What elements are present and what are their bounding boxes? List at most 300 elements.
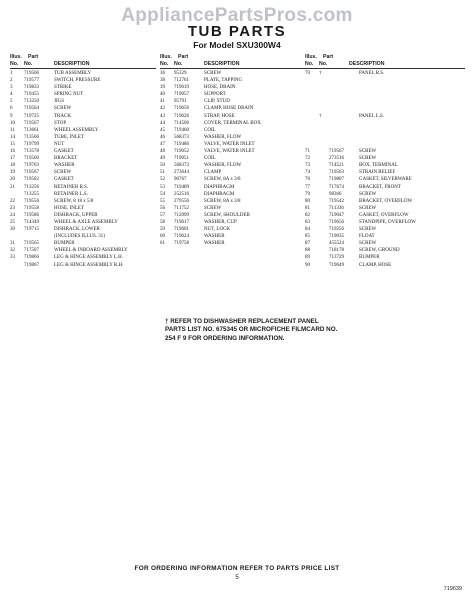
- part-row: [160, 176, 306, 183]
- part-description: DISHRACK, LOWER: [54, 227, 100, 233]
- part-row: [10, 105, 156, 112]
- part-number: 713256: [24, 184, 39, 190]
- watermark: AppliancePartsPros.com: [121, 5, 353, 26]
- part-row: [160, 77, 306, 84]
- illus-no: [10, 191, 24, 198]
- part-row: [305, 233, 465, 240]
- dagger-mark: [319, 191, 329, 198]
- panel-footnote: † REFER TO DISHWASHER REPLACEMENT PANEL PARTS LIST NO. 675345 OR MICROFICHE FILMCARD NO. 254 F 9 FOR ORDERING INFORMATION.: [165, 318, 338, 342]
- dagger-mark: [319, 105, 329, 112]
- part-row: [305, 84, 465, 91]
- illus-no: 87: [305, 241, 310, 247]
- part-row: [305, 134, 465, 141]
- part-number: 719542: [329, 198, 344, 204]
- dagger-mark: [319, 184, 329, 191]
- dagger-mark: [319, 98, 329, 105]
- part-description: SCREW: [204, 205, 222, 211]
- part-row: [160, 212, 306, 219]
- illus-no: 88: [305, 248, 310, 254]
- part-description: COIL: [204, 156, 216, 162]
- part-row: [10, 148, 156, 155]
- dagger-mark: [319, 162, 329, 169]
- part-number: [329, 70, 359, 77]
- illus-label: Illus.: [160, 54, 172, 60]
- description-label: DESCRIPTION: [204, 60, 240, 67]
- part-row: [305, 162, 465, 169]
- part-number: 719619: [174, 85, 189, 91]
- part-description: SCREW: [359, 156, 377, 162]
- part-description: SCREW, GROUND: [359, 248, 400, 254]
- part-number: 719715: [24, 227, 39, 233]
- illus-no: [10, 262, 24, 269]
- part-number: 719489: [174, 184, 189, 190]
- part-number: 279556: [174, 198, 189, 204]
- illus-no: 76: [305, 177, 310, 183]
- illus-no: 3: [10, 85, 13, 91]
- illus-no: [305, 77, 319, 84]
- part-number: [24, 233, 54, 240]
- part-description: COIL: [204, 127, 216, 133]
- part-row: [160, 148, 306, 155]
- part-description: HOSE, INLET: [54, 205, 84, 211]
- part-description: RETAINER L.S.: [54, 191, 88, 197]
- parts-column-1: [10, 54, 156, 269]
- illus-no: [305, 120, 319, 127]
- part-row: [305, 226, 465, 233]
- dagger-mark: [319, 219, 329, 226]
- part-row: [160, 127, 306, 134]
- part-row: [160, 191, 306, 198]
- part-description: DIAPHRAGM: [204, 184, 235, 190]
- illus-no: 24: [10, 212, 15, 218]
- part-row: [10, 84, 156, 91]
- part-description: STRAP, HOSE: [204, 113, 235, 119]
- part-row: [305, 205, 465, 212]
- part-row: [160, 162, 306, 169]
- part-number: 719703: [24, 163, 39, 169]
- dagger-mark: [319, 169, 329, 176]
- parts-column-3: [305, 54, 465, 269]
- part-number: 711336: [329, 205, 344, 211]
- illus-no: 31: [10, 241, 15, 247]
- part-description: [359, 91, 465, 98]
- illus-no: 33: [10, 255, 15, 261]
- part-number: 711752: [174, 205, 189, 211]
- part-number: 713578: [24, 149, 39, 155]
- part-number: 98366: [329, 191, 342, 197]
- part-number: 719486: [174, 141, 189, 147]
- part-row: [160, 141, 306, 148]
- part-row: [160, 240, 306, 247]
- part-number: 719047: [329, 212, 344, 218]
- part-description: SCREW, 8 18 x 5/8: [54, 198, 94, 204]
- column-header: [160, 54, 306, 69]
- dagger-mark: [319, 212, 329, 219]
- illus-no: 60: [160, 234, 165, 240]
- part-description: NUT: [54, 141, 65, 147]
- illus-no: 9: [10, 113, 13, 119]
- illus-no: 70: [305, 71, 310, 76]
- part-number: 719725: [24, 113, 39, 119]
- part-description: SWITCH, PRESSURE: [54, 78, 101, 84]
- illus-no: 21: [10, 184, 15, 190]
- part-number: [329, 120, 359, 127]
- illus-no: 54: [160, 191, 165, 197]
- part-description: BUMPER: [359, 255, 380, 261]
- illus-no: 43: [160, 113, 165, 119]
- part-row: [160, 120, 306, 127]
- illus-no: 59: [160, 227, 165, 233]
- part-row: [10, 205, 156, 212]
- part-row: [10, 77, 156, 84]
- part-number: 714521: [329, 163, 344, 169]
- part-description: WASHER, CUP: [204, 219, 237, 225]
- part-description: WASHER: [54, 163, 75, 169]
- dagger-mark: [319, 91, 329, 98]
- part-description: SCREW: [359, 191, 377, 197]
- part-number: 712761: [174, 78, 189, 84]
- part-label: Part: [178, 54, 189, 60]
- dagger-mark: [319, 262, 329, 269]
- part-description: SCREW: [204, 71, 222, 76]
- part-number: 719626: [174, 113, 189, 119]
- part-description: SCREW, 8A x 3/8: [204, 177, 241, 183]
- dagger-mark: [319, 247, 329, 254]
- no-label: No.: [305, 60, 314, 67]
- illus-no: 47: [160, 141, 165, 147]
- illus-no: 5: [10, 99, 13, 105]
- part-description: BRACKET, OVERFLOW: [359, 198, 413, 204]
- part-number: 719052: [174, 149, 189, 155]
- part-number: 719649: [329, 262, 344, 268]
- illus-no: 18: [10, 163, 15, 169]
- part-row: [305, 262, 465, 269]
- column-header: [10, 54, 156, 69]
- part-description: SCREW: [54, 170, 72, 176]
- dagger-mark: [319, 240, 329, 247]
- parts-column-2: [160, 54, 306, 247]
- illus-no: 10: [10, 120, 15, 126]
- part-number: 712099: [174, 212, 189, 218]
- part-number: 568373: [174, 134, 189, 140]
- part-row: [10, 98, 156, 105]
- no-label: No.: [10, 60, 19, 67]
- illus-no: 23: [10, 205, 15, 211]
- part-description: WASHER, FLOW: [204, 163, 242, 169]
- part-number: 719567: [329, 149, 344, 155]
- part-number: [329, 98, 359, 105]
- part-row: [305, 219, 465, 226]
- part-number: [329, 105, 359, 112]
- part-row: [10, 219, 156, 226]
- part-description: VALVE, WATER INLET: [204, 141, 255, 147]
- illus-no: [305, 98, 319, 105]
- part-number: 719051: [174, 156, 189, 162]
- dagger-mark: [319, 77, 329, 84]
- part-description: RETAINER R.S.: [54, 184, 89, 190]
- part-description: PLATE, TAPPING: [204, 78, 243, 84]
- part-number: 719799: [24, 141, 39, 147]
- part-description: CLAMP, HOSE DRAIN: [204, 106, 254, 112]
- part-description: SCREW: [54, 106, 72, 112]
- rows: [160, 70, 306, 247]
- part-description: PANEL L.S.: [359, 113, 385, 119]
- part-number: 719867: [24, 262, 39, 268]
- part-number: 719565: [24, 241, 39, 247]
- part-row: [305, 212, 465, 219]
- dagger-mark: [319, 127, 329, 134]
- part-number: 719256: [329, 227, 344, 233]
- illus-no: [305, 113, 319, 120]
- part-row: [10, 254, 156, 261]
- part-number: 719564: [24, 106, 39, 112]
- part-description: TUB ASSEMBLY: [54, 71, 92, 76]
- illus-no: 84: [305, 227, 310, 233]
- part-description: [359, 141, 465, 148]
- part-row: [305, 77, 465, 84]
- part-row: [10, 120, 156, 127]
- part-row: [305, 120, 465, 127]
- document-code: 719639: [443, 586, 462, 592]
- illus-no: 80: [305, 198, 310, 204]
- illus-no: 50: [160, 163, 165, 169]
- illus-no: 2: [10, 78, 13, 84]
- dagger-mark: [319, 205, 329, 212]
- illus-no: 11: [10, 127, 15, 133]
- part-row: [160, 113, 306, 120]
- part-no-label: No.: [24, 60, 33, 67]
- part-description: (INCLUDES ILLUS. 31): [54, 234, 105, 240]
- part-row: [160, 155, 306, 162]
- dagger-mark: [319, 134, 329, 141]
- dagger-mark: [319, 155, 329, 162]
- part-row: [160, 91, 306, 98]
- part-row: [305, 127, 465, 134]
- part-row: [10, 155, 156, 162]
- part-number: 719586: [24, 212, 39, 218]
- model-subtitle: For Model SXU300W4: [193, 40, 281, 50]
- illus-no: 77: [305, 184, 310, 190]
- part-description: GASKET: [54, 149, 74, 155]
- illus-no: 41: [160, 99, 165, 105]
- illus-label: Illus.: [305, 54, 317, 60]
- part-description: PANEL R.S.: [359, 71, 385, 76]
- illus-no: 1: [10, 71, 13, 76]
- part-row: [10, 233, 156, 240]
- illus-no: [305, 127, 319, 134]
- part-row: [305, 105, 465, 112]
- illus-no: 61: [160, 241, 165, 247]
- illus-no: 19: [10, 170, 15, 176]
- dagger-mark: [319, 254, 329, 261]
- part-row: [160, 226, 306, 233]
- dagger-mark: [319, 198, 329, 205]
- illus-no: 14: [10, 134, 15, 140]
- part-description: JIGS: [54, 99, 65, 105]
- part-row: [10, 127, 156, 134]
- part-label: Part: [323, 54, 334, 60]
- part-description: BOX, TERMINAL: [359, 163, 398, 169]
- illus-no: 52: [160, 177, 165, 183]
- part-row: [305, 198, 465, 205]
- part-row: [10, 134, 156, 141]
- part-description: TRACK: [54, 113, 71, 119]
- part-number: [329, 84, 359, 91]
- dagger-mark: [319, 226, 329, 233]
- part-row: [160, 134, 306, 141]
- illus-no: 4: [10, 92, 13, 98]
- part-row: [10, 70, 156, 77]
- part-description: BRACKET: [54, 156, 78, 162]
- part-row: [160, 70, 306, 77]
- part-row: [10, 212, 156, 219]
- part-description: WHEEL ASSEMBLY: [54, 127, 99, 133]
- part-number: 719035: [329, 234, 344, 240]
- part-description: LEG & HINGE ASSEMBLY L.H.: [54, 255, 124, 261]
- part-description: [359, 105, 465, 112]
- part-row: [305, 254, 465, 261]
- dagger-mark: [319, 148, 329, 155]
- part-row: [10, 240, 156, 247]
- part-number: 273644: [174, 170, 189, 176]
- part-row: [305, 113, 465, 120]
- part-number: 719563: [329, 170, 344, 176]
- part-description: CLAMP, HOSE: [359, 262, 392, 268]
- illus-no: 48: [160, 149, 165, 155]
- no-label: No.: [160, 60, 169, 67]
- illus-no: 44: [160, 120, 165, 126]
- part-number: 719866: [24, 255, 39, 261]
- illus-label: Illus.: [10, 54, 22, 60]
- part-description: [359, 134, 465, 141]
- rows: [305, 70, 465, 269]
- part-description: SCREW: [359, 241, 377, 247]
- illus-no: 20: [10, 177, 15, 183]
- illus-no: 73: [305, 163, 310, 169]
- part-no-label: No.: [174, 60, 183, 67]
- part-number: 252516: [174, 191, 189, 197]
- part-number: 719617: [174, 219, 189, 225]
- part-number: 717674: [329, 184, 344, 190]
- part-number: [329, 141, 359, 148]
- part-row: [160, 84, 306, 91]
- illus-no: 58: [160, 219, 165, 225]
- part-row: [10, 113, 156, 120]
- part-number: [329, 77, 359, 84]
- part-description: COVER, TERMINAL BOX: [204, 120, 261, 126]
- illus-no: 85: [305, 234, 310, 240]
- part-row: [305, 191, 465, 198]
- part-number: 719567: [24, 120, 39, 126]
- illus-no: 89: [305, 255, 310, 261]
- illus-no: 42: [160, 106, 165, 112]
- part-label: Part: [28, 54, 39, 60]
- part-description: STRIKE: [54, 85, 72, 91]
- illus-no: 79: [305, 191, 310, 197]
- description-label: DESCRIPTION: [54, 60, 90, 67]
- page-number: 5: [235, 575, 239, 581]
- part-row: [160, 205, 306, 212]
- part-number: 719833: [24, 85, 39, 91]
- part-row: [10, 169, 156, 176]
- dagger-mark: [319, 120, 329, 127]
- part-number: 719758: [174, 241, 189, 247]
- part-number: 719567: [24, 170, 39, 176]
- part-description: WASHER: [204, 241, 225, 247]
- illus-no: 53: [160, 184, 165, 190]
- part-description: SCREW, 8A x 3/8: [204, 198, 241, 204]
- part-number: 713255: [24, 191, 39, 197]
- part-row: [10, 176, 156, 183]
- part-number: 713661: [24, 127, 39, 133]
- part-description: GASKET: [54, 177, 74, 183]
- part-row: [10, 184, 156, 191]
- part-row: [160, 184, 306, 191]
- part-number: 719455: [24, 92, 39, 98]
- part-description: GASKET, SILVERWARE: [359, 177, 412, 183]
- illus-no: 17: [10, 156, 15, 162]
- illus-no: [305, 84, 319, 91]
- part-row: [10, 141, 156, 148]
- part-description: SCREW: [359, 149, 377, 155]
- part-row: [305, 141, 465, 148]
- dagger-mark: [319, 141, 329, 148]
- part-number: 719566: [24, 71, 39, 76]
- part-row: [305, 176, 465, 183]
- part-number: 90767: [174, 177, 187, 183]
- illus-no: [305, 141, 319, 148]
- illus-no: 25: [10, 219, 15, 225]
- part-description: WASHER, FLOW: [204, 134, 242, 140]
- rows: [10, 70, 156, 269]
- part-number: 719577: [24, 78, 39, 84]
- part-number: 719656: [174, 106, 189, 112]
- part-row: [305, 184, 465, 191]
- illus-no: [10, 233, 24, 240]
- illus-no: 22: [10, 198, 15, 204]
- illus-no: 46: [160, 134, 165, 140]
- illus-no: 72: [305, 156, 310, 162]
- ordering-note: FOR ORDERING INFORMATION REFER TO PARTS PRICE LIST: [134, 565, 340, 572]
- part-row: [305, 91, 465, 98]
- part-description: SPRING NUT: [54, 92, 84, 98]
- part-number: 719624: [174, 234, 189, 240]
- part-number: 719558: [24, 205, 39, 211]
- part-description: [359, 120, 465, 127]
- illus-no: 83: [305, 219, 310, 225]
- part-row: [305, 247, 465, 254]
- illus-no: 32: [10, 248, 15, 254]
- illus-no: 30: [10, 227, 15, 233]
- part-row: [160, 98, 306, 105]
- part-number: 95791: [174, 99, 187, 105]
- part-description: BRACKET, FRONT: [359, 184, 401, 190]
- illus-no: 56: [160, 205, 165, 211]
- part-number: 719656: [329, 219, 344, 225]
- part-row: [160, 105, 306, 112]
- illus-no: 36: [160, 71, 165, 76]
- part-number: 455524: [329, 241, 344, 247]
- part-number: 719057: [174, 92, 189, 98]
- part-number: 717507: [24, 248, 39, 254]
- part-number: 713566: [24, 134, 39, 140]
- part-description: GASKET, OVERFLOW: [359, 212, 409, 218]
- illus-no: 71: [305, 149, 310, 155]
- part-row: [160, 233, 306, 240]
- dagger-mark: †: [319, 113, 322, 119]
- dagger-mark: [319, 84, 329, 91]
- dagger-mark: †: [319, 71, 322, 76]
